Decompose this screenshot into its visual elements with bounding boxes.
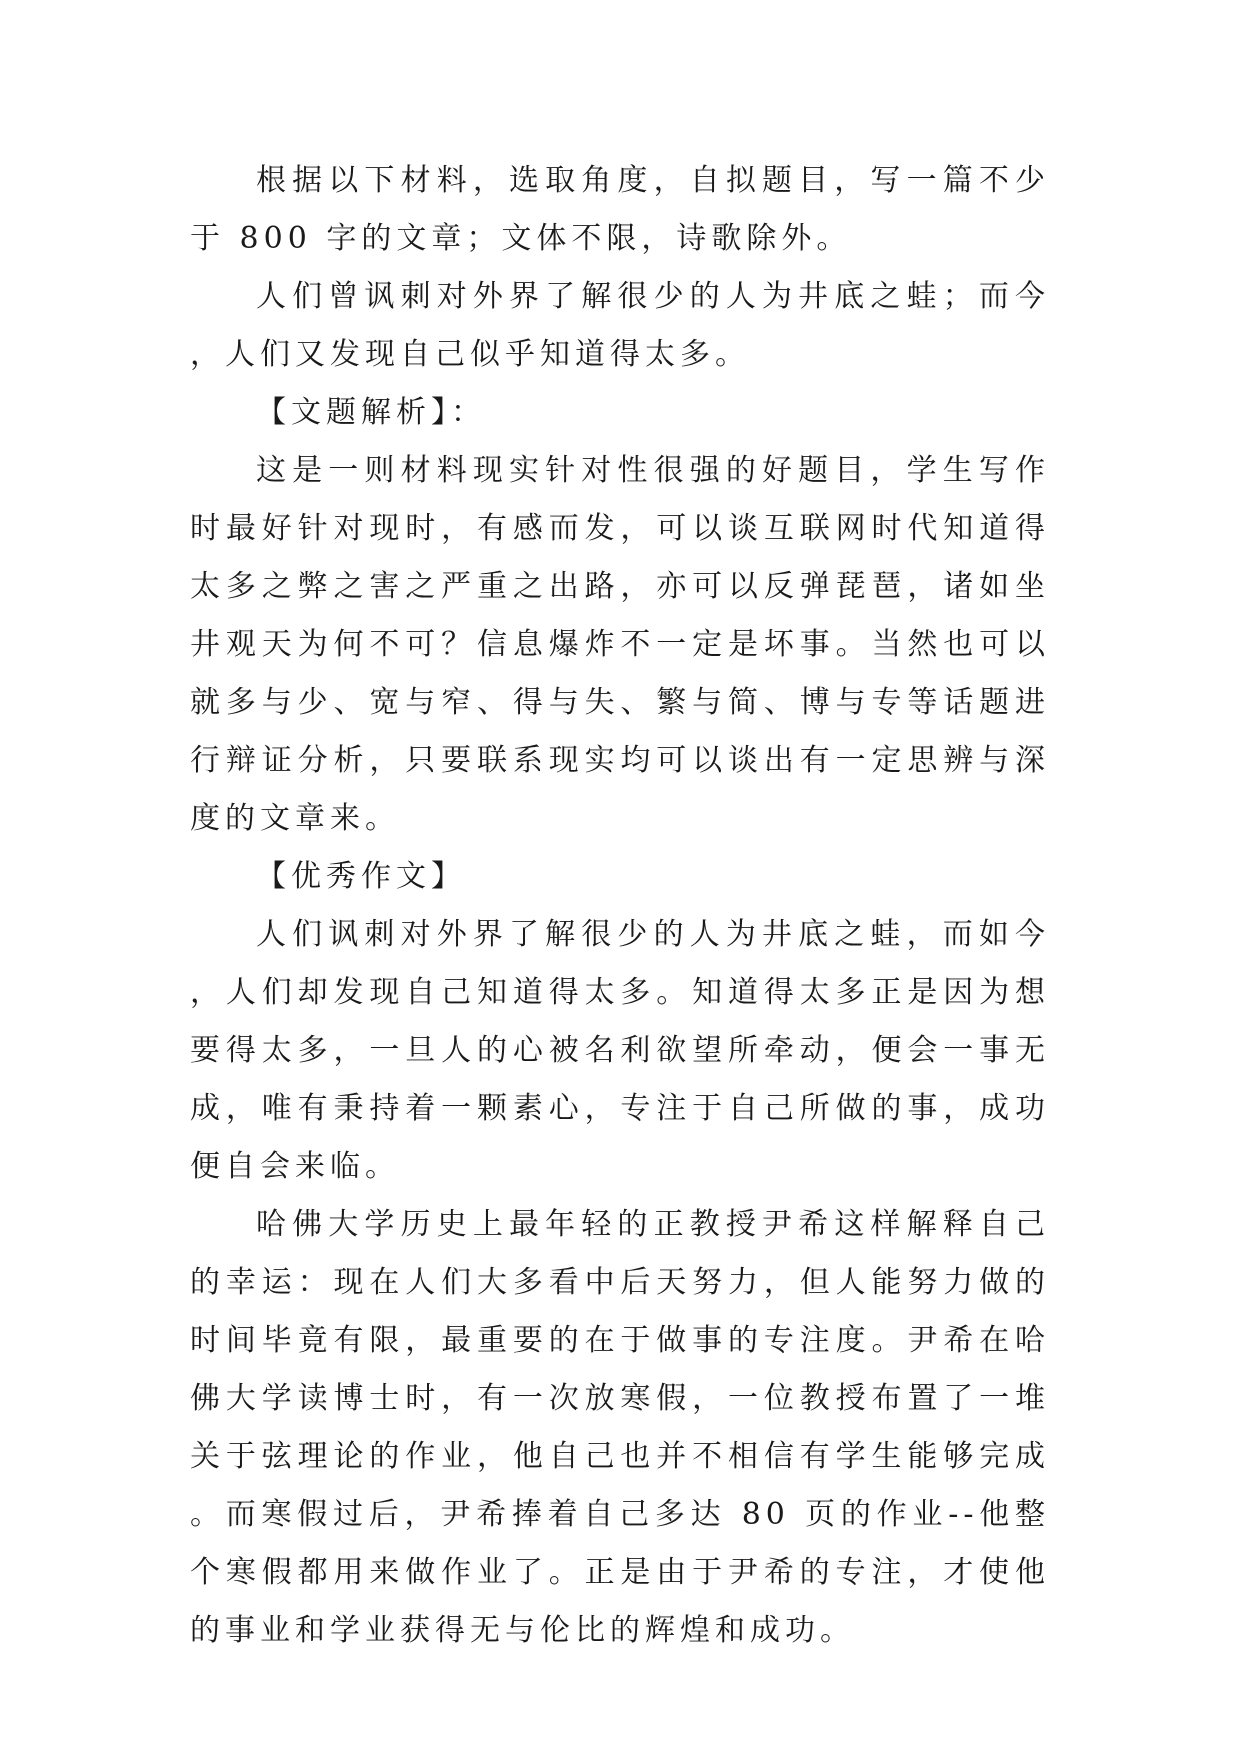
- document-body: [190, 152, 1050, 1660]
- essay-paragraph: 哈佛大学历史上最年轻的正教授尹希这样解释自己的幸运：现在人们大多看中后天努力，但人能努力做的时间毕竟有限，最重要的在于做事的专注度。尹希在哈佛大学读博士时，有一次放寒假，一位教授布置了一堆关于弦理论的作业，他自己也并不相信有学生能够完成。而寒假过后，尹希捧着自己多达 80 页的作业--他整个寒假都用来做作业了。正是由于尹希的专注，才使他的事业和学业获得无与伦比的辉煌和成功。: [190, 1207, 1050, 1648]
- essay-paragraph: 人们讽刺对外界了解很少的人为井底之蛙，而如今，人们却发现自己知道得太多。知道得太多正是因为想要得太多，一旦人的心被名利欲望所牵动，便会一事无成，唯有秉持着一颗素心，专注于自己所做的事，成功便自会来临。: [190, 917, 1050, 1184]
- essay-heading: 【优秀作文】: [256, 859, 466, 894]
- analysis-paragraph: 这是一则材料现实针对性很强的好题目，学生写作时最好针对现时，有感而发，可以谈互联网时代知道得太多之弊之害之严重之出路，亦可以反弹琵琶，诸如坐井观天为何不可？信息爆炸不一定是坏事。当然也可以就多与少、宽与窄、得与失、繁与简、博与专等话题进行辩证分析，只要联系现实均可以谈出有一定思辨与深度的文章来。: [190, 453, 1050, 836]
- analysis-heading: 【文题解析】：: [256, 395, 486, 430]
- prompt-paragraph: 根据以下材料，选取角度，自拟题目，写一篇不少于 800 字的文章；文体不限，诗歌除外。: [190, 163, 1050, 256]
- material-paragraph: 人们曾讽刺对外界了解很少的人为井底之蛙；而今，人们又发现自己似乎知道得太多。: [190, 279, 1050, 372]
